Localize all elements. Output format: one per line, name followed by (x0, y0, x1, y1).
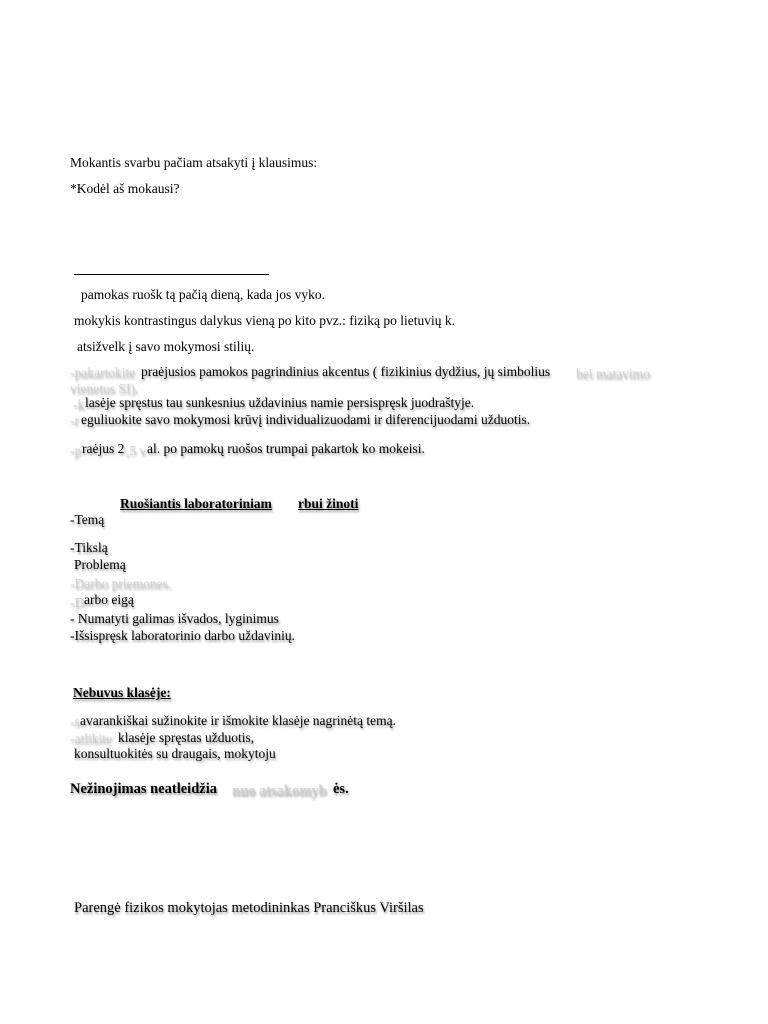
motto-part-b: ės. (333, 781, 349, 797)
absent-3: konsultuokitės su draugais, mokytoju (74, 746, 276, 761)
author-line: Parengė fizikos mokytojas metodininkas Pranciškus Viršilas (74, 900, 424, 916)
tip-7-part-b: al. po pamokų ruošos trumpai pakartok ko mokeisi. (147, 441, 425, 456)
absent-1-ghost-prefix: -s (70, 714, 80, 729)
lab-item-exercises: -Išsispręsk laboratorinio darbo uždavinių. (70, 628, 295, 643)
tip-7-ghost-middle: ,5 v (126, 443, 147, 458)
lab-item-tools-ghost: -Darbo priemones. (70, 576, 172, 591)
lab-item-conclusions: - Numatyti galimas išvados, lyginimus (70, 611, 279, 626)
tip-7-part-a: raėjus 2 (82, 441, 125, 456)
absent-1: avarankiškai sužinokite ir išmokite klasėje nagrinėtą temą. (80, 713, 397, 728)
intro-line-2: *Kodėl aš mokausi? (70, 181, 180, 196)
intro-line-1: Mokantis svarbu pačiam atsakyti į klausimus: (70, 155, 318, 170)
lab-heading-part-b: rbui žinoti (298, 496, 359, 511)
lab-item-procedure-ghost-prefix: -D (70, 595, 85, 610)
absent-2-ghost-prefix: -atlikite (70, 731, 112, 746)
tip-2: mokykis kontrastingus dalykus vieną po kito pvz.: fiziką po lietuvių k. (74, 313, 455, 328)
tip-1: pamokas ruošk tą pačią dieną, kada jos vyko. (81, 287, 326, 302)
lab-item-problem: Problemą (74, 557, 126, 572)
lab-item-goal: -Tikslą (70, 540, 108, 555)
tip-6: eguliuokite savo mokymosi krūvį individualizuodami ir diferencijuodami užduotis. (81, 412, 531, 427)
lab-item-procedure: arbo eigą (84, 592, 134, 607)
absent-2: klasėje spręstas užduotis, (118, 730, 255, 745)
tip-5-ghost-prefix: -k (73, 397, 85, 412)
tip-4-ghost-continuation: vienetus SI). (70, 381, 139, 396)
separator-line (74, 274, 269, 275)
motto-ghost-middle: nuo atsakomyb (232, 783, 327, 799)
tip-6-ghost-prefix: -r (70, 413, 79, 428)
tip-7-ghost-prefix: -p (70, 443, 82, 458)
tip-5: lasėje spręstus tau sunkesnius uždavinius namie persispręsk juodraštyje. (85, 395, 475, 410)
tip-4-ghost-prefix: -pakartokite (70, 365, 136, 380)
tip-3: atsižvelk į savo mokymosi stilių. (77, 339, 255, 354)
tip-4: praėjusios pamokos pagrindinius akcentus ( fizikinius dydžius, jų simbolius (141, 364, 551, 379)
motto-part-a: Nežinojimas neatleidžia (70, 781, 217, 797)
tip-4-ghost-suffix: bei matavimo (576, 366, 650, 381)
absent-heading: Nebuvus klasėje: (73, 685, 171, 700)
lab-heading-part-a: Ruošiantis laboratoriniam (120, 496, 272, 511)
lab-item-topic: -Temą (70, 512, 105, 527)
